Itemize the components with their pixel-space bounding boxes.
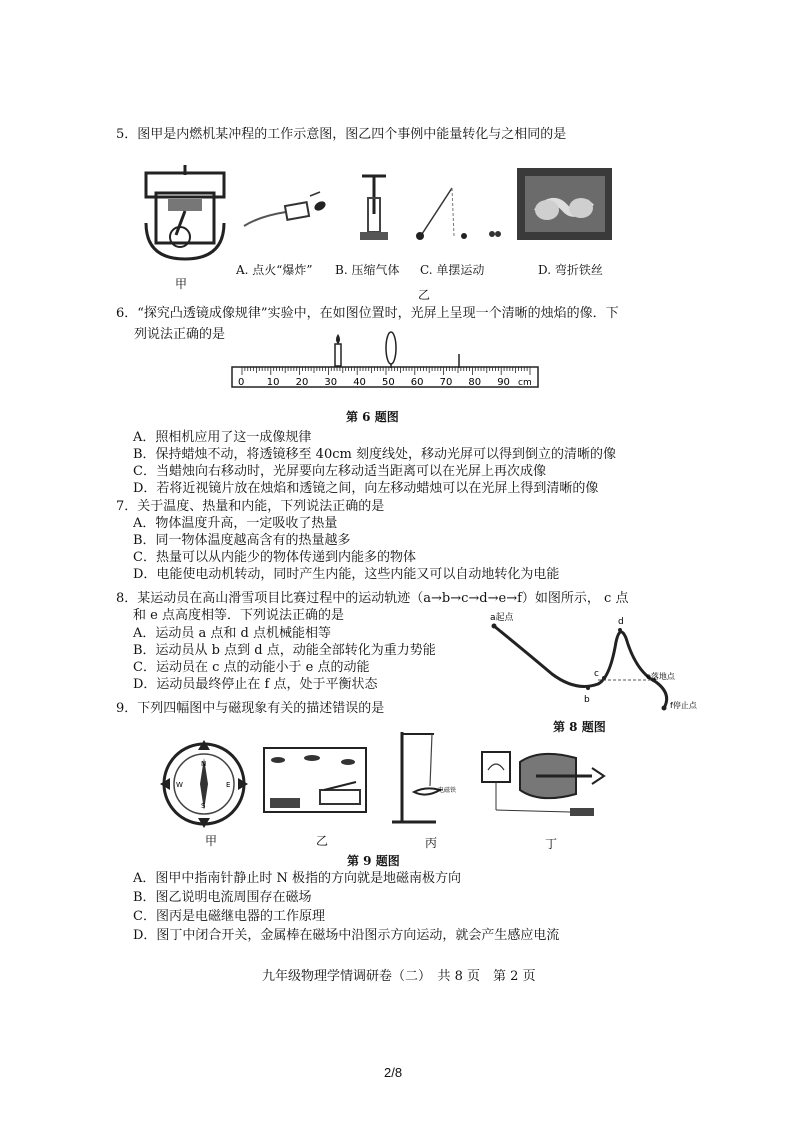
q9-oersted-figure <box>260 742 372 822</box>
ruler-label: 30 <box>324 377 338 388</box>
q5-ignition-figure <box>240 190 332 235</box>
q9-generator-figure <box>480 748 612 820</box>
q9-label-ding: 丁 <box>545 837 558 851</box>
q5-pump-figure <box>354 170 394 244</box>
q9-option-d: D．图丁中闭合开关，金属棒在磁场中沿图示方向运动，就会产生感应电流 <box>133 928 560 943</box>
label-a: a起点 <box>490 613 514 623</box>
q5-option-b: B. 压缩气体 <box>335 263 400 277</box>
q6-caption: 第 6 题图 <box>346 410 399 424</box>
trajectory-curve <box>494 626 667 708</box>
ruler-label: 40 <box>353 377 366 388</box>
q6-option-a: A．照相机应用了这一成像规律 <box>133 430 312 445</box>
ruler-minor-ticks <box>242 367 530 375</box>
q9-caption: 第 9 题图 <box>347 854 400 868</box>
convex-lens-icon <box>386 332 396 364</box>
candle-icon <box>335 334 341 366</box>
label-e: e落地点 <box>646 672 675 681</box>
q9-option-a: A．图甲中指南针静止时 N 极指的方向就是地磁南极方向 <box>133 871 462 886</box>
q6-stem-line1: 6．“探究凸透镜成像规律”实验中，在如图位置时，光屏上呈现一个清晰的烛焰的像．下 <box>116 306 619 321</box>
q8-option-c: C．运动员在 c 点的动能小于 e 点的动能 <box>133 660 370 675</box>
q9-option-b: B．图乙说明电流周围存在磁场 <box>133 890 312 905</box>
ruler-unit: cm <box>518 378 532 388</box>
ruler-label: 60 <box>410 377 424 388</box>
q9-label-jia: 甲 <box>205 834 218 848</box>
q5-stem: 5．图甲是内燃机某冲程的工作示意图，图乙四个事例中能量转化与之相同的是 <box>116 127 567 142</box>
q5-bending-wire-figure <box>517 168 612 240</box>
label-c: c <box>594 669 599 679</box>
q5-label-jia: 甲 <box>175 277 188 291</box>
q5-option-d: D. 弯折铁丝 <box>538 263 603 277</box>
compass-n: N <box>201 760 207 768</box>
q8-ski-trajectory-figure <box>486 612 706 714</box>
q8-stem-line2: 和 e 点高度相等．下列说法正确的是 <box>133 608 344 623</box>
q6-option-c: C．当蜡烛向右移动时，光屏要向左移动适当距离可以在光屏上再次成像 <box>133 464 546 479</box>
q7-option-c: C．热量可以从内能少的物体传递到内能多的物体 <box>133 550 416 565</box>
compass-w: W <box>176 781 183 789</box>
q8-option-d: D．运动员最终停止在 f 点，处于平衡状态 <box>133 677 378 692</box>
q9-label-yi: 乙 <box>316 834 329 848</box>
q7-option-a: A．物体温度升高，一定吸收了热量 <box>133 516 338 531</box>
ruler-label: 20 <box>295 377 309 388</box>
page-footer: 九年级物理学情调研卷（二） 共 8 页 第 2 页 <box>262 969 536 984</box>
q5-label-yi: 乙 <box>418 288 431 302</box>
q9-electromagnet-figure <box>392 728 466 826</box>
ruler-label: 70 <box>439 377 453 388</box>
q9-tiny-label: 电磁铁 <box>438 787 457 794</box>
q9-option-c: C．图丙是电磁继电器的工作原理 <box>133 909 325 924</box>
q5-engine-figure <box>136 163 234 261</box>
page-number: 2/8 <box>384 1065 403 1080</box>
q5-option-c: C. 单摆运动 <box>420 263 485 277</box>
q6-stem-line2: 列说法正确的是 <box>134 327 226 342</box>
compass-s: S <box>201 802 206 810</box>
q7-option-b: B．同一物体温度越高含有的热量越多 <box>133 533 351 548</box>
q9-stem: 9．下列四幅图中与磁现象有关的描述错误的是 <box>116 701 385 716</box>
q6-option-b: B．保持蜡烛不动，将透镜移至 40cm 刻度线处，移动光屏可以得到倒立的清晰的像 <box>133 447 616 462</box>
ruler-label: 90 <box>497 377 510 388</box>
q7-option-d: D．电能使电动机转动，同时产生内能，这些内能又可以自动地转化为电能 <box>133 567 560 582</box>
q8-option-b: B．运动员从 b 点到 d 点，动能全部转化为重力势能 <box>133 643 436 658</box>
q9-label-bing: 丙 <box>425 836 438 850</box>
label-f: f停止点 <box>670 701 697 710</box>
q5-pendulum-figure <box>404 186 504 242</box>
label-b: b <box>584 695 590 705</box>
q8-stem-line1: 8．某运动员在高山滑雪项目比赛过程中的运动轨迹（a→b→c→d→e→f）如图所示， c 点 <box>116 591 629 606</box>
q9-compass-figure <box>158 738 250 830</box>
q8-caption: 第 8 题图 <box>553 720 606 734</box>
q6-option-d: D．若将近视镜片放在烛焰和透镜之间，向左移动蜡烛可以在光屏上得到清晰的像 <box>133 481 599 496</box>
q5-option-a: A. 点火“爆炸” <box>236 263 313 277</box>
q6-optical-bench-figure <box>230 330 542 390</box>
ruler-label: 0 <box>238 377 245 388</box>
ruler-label: 50 <box>382 377 395 388</box>
q8-option-a: A．运动员 a 点和 d 点机械能相等 <box>133 626 331 641</box>
ruler-label: 80 <box>468 377 482 388</box>
compass-e: E <box>226 781 231 789</box>
label-d: d <box>618 617 624 627</box>
ruler-label: 10 <box>266 377 280 388</box>
q7-stem: 7．关于温度、热量和内能，下列说法正确的是 <box>116 499 385 514</box>
